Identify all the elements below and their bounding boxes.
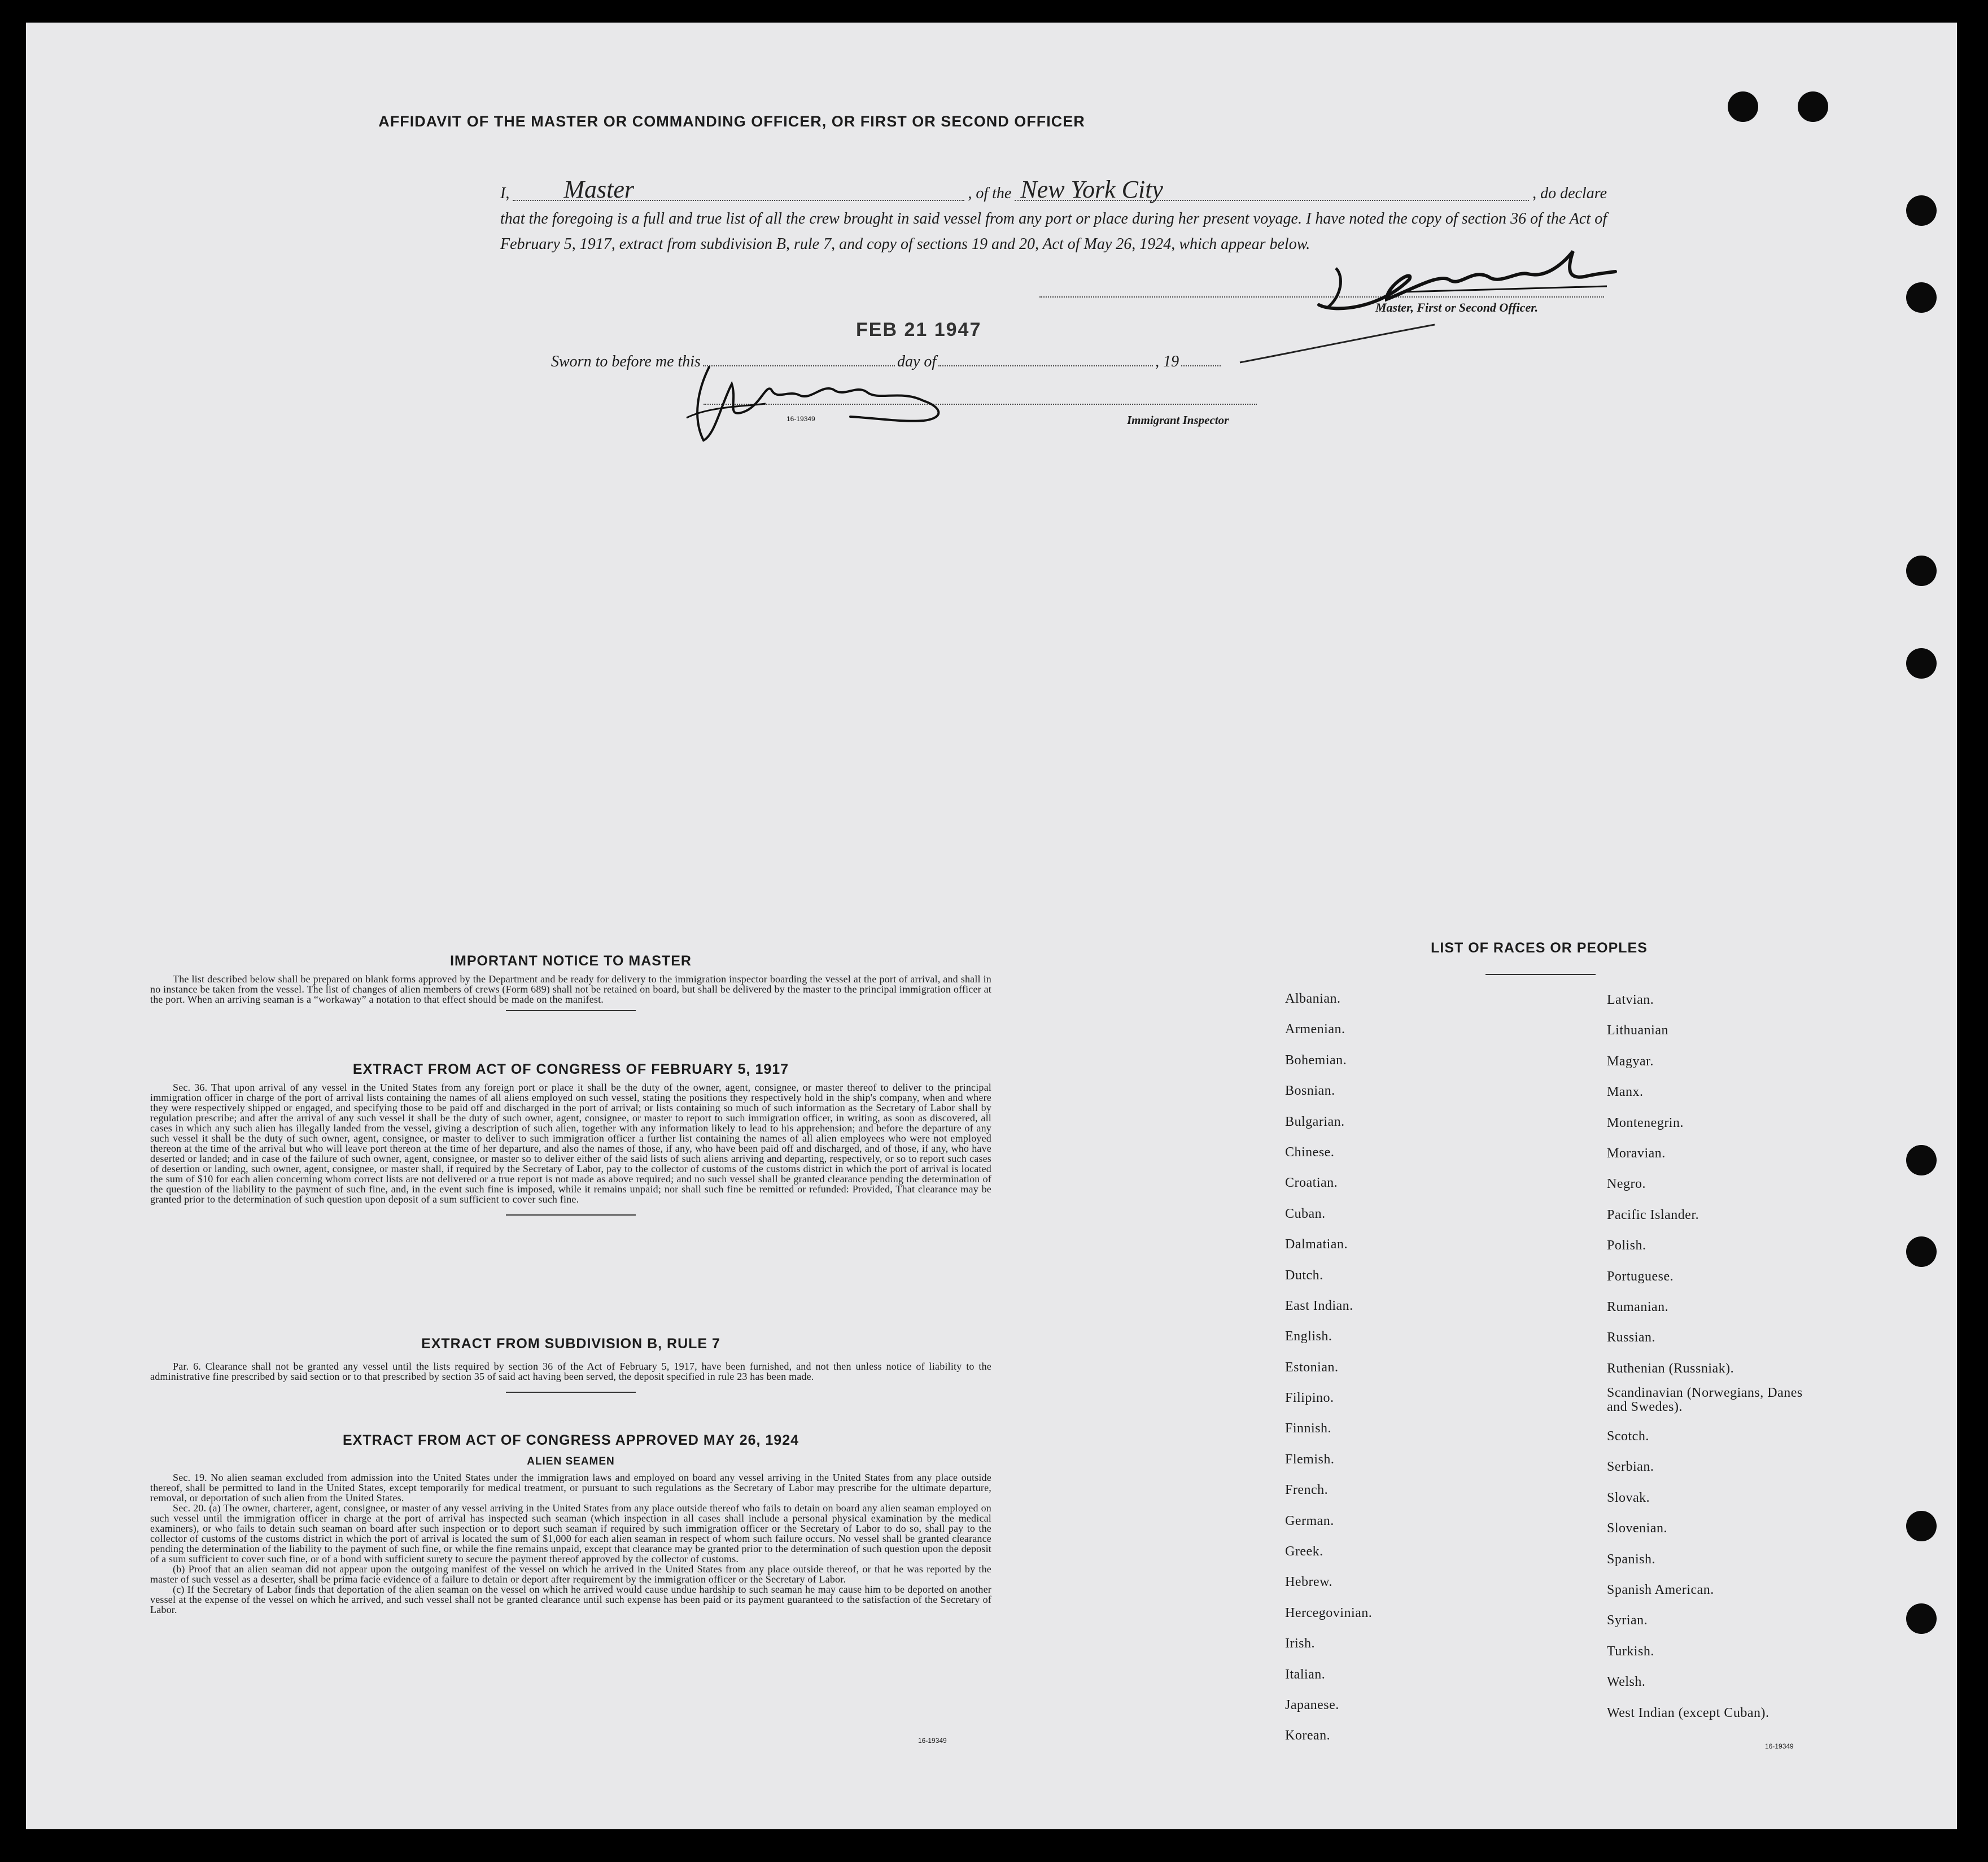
races-form-number: 16-19349 [1765, 1742, 1794, 1750]
punch-hole [1906, 1236, 1937, 1267]
race-item: Polish. [1607, 1238, 1646, 1253]
extract-rule7-text: Par. 6. Clearance shall not be granted any vessel until the lists required by section 36 of the Act of February 5, 1917, have been furnished, and not then unless notice of liability to the administrative fine prescribed by said section or to that prescribed by section 35 of said act having been served, the deposit specified in rule 23 has been made. [150, 1361, 991, 1382]
race-item: Slovak. [1607, 1490, 1650, 1505]
race-item: Spanish American. [1607, 1583, 1714, 1598]
race-item: English. [1285, 1329, 1332, 1344]
notice-to-master-section [150, 953, 991, 1024]
races-left-column [1285, 984, 1372, 1751]
vessel-name-field [1015, 176, 1529, 203]
race-item: Filipino. [1285, 1391, 1334, 1406]
extract-1924-title: EXTRACT FROM ACT OF CONGRESS APPROVED MAY 26, 1924 [342, 1432, 799, 1448]
race-item: Welsh. [1607, 1675, 1646, 1690]
punch-hole [1798, 91, 1828, 122]
notice-to-master-title: IMPORTANT NOTICE TO MASTER [450, 953, 692, 969]
document-page [26, 23, 1957, 1829]
extract-1917-text: Sec. 36. That upon arrival of any vessel in the United States from any foreign port or place it shall be the duty of the owner, agent, consignee, or master thereof to deliver to the principal immigration officer in charge of the port of arrival lists containing the names of all aliens employed on such vessel, stating the positions they respectively hold in the ship's company, when and where they were respectively shipped or engaged, and specifying those to be paid off and discharged in the port of arrival; or lists containing so much of such information as the Secretary of Labor shall by regulation prescribe; and after the arrival of any such vessel it shall be the duty of such owner, agent, consignee, or master to report to such immigration officer, in writing, as soon as discovered, all cases in which any such alien has illegally landed from the vessel, giving a description of such alien, together with any information likely to lead to his apprehension; and before the departure of any such vessel it shall be the duty of such owner, agent, consignee, or master to deliver to such immigration officer a further list containing the names of all alien employees who were not employed thereon at the time of the arrival but who will leave port thereon at the time of her departure, and also the names of those, if any, who have been paid off and discharged, and of those, if any, who have deserted or landed; and in case of the failure of such owner, agent, consignee, or master so to deliver either of the said lists of such aliens arriving and departing, respectively, or so to report such cases of desertion or landing, such owner, agent, consignee, or master shall, if required by the Secretary of Labor, pay to the collector of customs of the customs district in which the port of arrival is located the sum of $10 for each alien concerning whom correct lists are not delivered or a true report is not made as above required; and no such vessel shall be granted clearance pending the determination of the question of the liability to the payment of such fine, and, in the event such fine is imposed, while it remains unpaid; nor shall such fine be remitted or refunded: Provided, That clearance may be granted prior to the determination of such question upon deposit of a sum sufficient to cover such fine. [150, 1082, 991, 1205]
extract-1917-title: EXTRACT FROM ACT OF CONGRESS OF FEBRUARY 5, 1917 [352, 1061, 789, 1077]
extract-rule7-section [150, 1336, 991, 1405]
race-item: Serbian. [1607, 1459, 1654, 1475]
race-item: Dutch. [1285, 1267, 1323, 1283]
race-item: Hercegovinian. [1285, 1605, 1373, 1620]
sworn-month-field [938, 354, 1153, 366]
race-item: Negro. [1607, 1177, 1646, 1192]
race-item: Turkish. [1607, 1644, 1654, 1659]
races-right-column [1607, 985, 1810, 1728]
section-divider [506, 1214, 636, 1216]
sworn-year-stroke [1234, 322, 1438, 367]
inspector-label: Immigrant Inspector [1127, 413, 1229, 427]
race-item: German. [1285, 1513, 1334, 1528]
extract-rule7-title: EXTRACT FROM SUBDIVISION B, RULE 7 [421, 1336, 720, 1352]
race-item: Japanese. [1285, 1697, 1339, 1712]
race-item: West Indian (except Cuban). [1607, 1705, 1769, 1720]
section-divider [506, 1392, 636, 1393]
race-item: Hebrew. [1285, 1575, 1332, 1590]
punch-hole [1906, 1145, 1937, 1175]
sworn-prefix: Sworn to before me this [551, 353, 701, 370]
extract-1917-section [150, 1061, 991, 1228]
sworn-year-field [1181, 354, 1221, 366]
race-item: Bulgarian. [1285, 1114, 1345, 1129]
extract-1924-sec19: Sec. 19. No alien seaman excluded from admission into the United States under the immigration laws and employed on board any vessel arriving in the United States from any place outside thereof, shall be permitted to land in the United States, except temporarily for medical treatment, or pursuant to such regulations as the Secretary of Labor may prescribe for the ultimate departure, removal, or deportation of such alien from the United States. [150, 1472, 991, 1503]
race-item: Slovenian. [1607, 1521, 1667, 1536]
race-item: Magyar. [1607, 1054, 1654, 1069]
affidavit-declaration-line [500, 176, 1607, 206]
master-name-field [513, 176, 964, 203]
race-item: Bohemian. [1285, 1052, 1347, 1068]
sworn-day-label: day of [897, 353, 937, 370]
punch-hole [1906, 282, 1937, 313]
race-item: Portuguese. [1607, 1269, 1674, 1284]
extract-1924-section [150, 1432, 991, 1615]
race-item: Montenegrin. [1607, 1115, 1684, 1130]
vessel-name-handwriting: New York City [1020, 176, 1163, 203]
races-title-rule [1485, 974, 1596, 975]
race-item: Pacific Islander. [1607, 1207, 1699, 1222]
race-item: Croatian. [1285, 1175, 1338, 1191]
master-name-handwriting: Master [563, 176, 634, 203]
race-item: Ruthenian (Russniak). [1607, 1361, 1734, 1376]
race-item: Finnish. [1285, 1421, 1332, 1436]
race-item: Russian. [1607, 1330, 1656, 1345]
affidavit-i-label: I, [500, 185, 510, 202]
affidavit-title: AFFIDAVIT OF THE MASTER OR COMMANDING OFFICER, OR FIRST OR SECOND OFFICER [378, 113, 1085, 130]
race-item: Latvian. [1607, 993, 1654, 1007]
notice-to-master-text: The list described below shall be prepared on blank forms approved by the Department and be ready for delivery to the immigration inspector boarding the vessel at the port of arrival, and shall in no instance be taken from the vessel. The list of changes of alien members of crews (Form 689) shall not be retained on board, but shall be delivered by the master to the principal immigration officer at the port. When an arriving seaman is a “workaway” a notation to that effect should be made on the manifest. [150, 973, 991, 1005]
race-item: Armenian. [1285, 1022, 1345, 1037]
sworn-year-label: , 19 [1155, 353, 1179, 370]
punch-hole [1906, 195, 1937, 226]
race-item: Bosnian. [1285, 1083, 1335, 1099]
race-item: Dalmatian. [1285, 1237, 1348, 1252]
extract-1924-sec20a: Sec. 20. (a) The owner, charterer, agent, consignee, or master of any vessel arriving in the United States from any place outside thereof who fails to detain on board any alien seaman employed on such vessel until the immigration officer in charge at the port of arrival has inspected such seaman (which inspection in all cases shall include a personal physical examination by the medical examiners), or who fails to detain such seaman on board after such inspection or to deport such seaman if required by such immigration officer or the Secretary of Labor to do so, shall pay to the collector of customs of the customs district in which the port of arrival is located the sum of $1,000 for each alien seaman in respect of whom such failure occurs. No vessel shall be granted clearance pending the determination of the liability to the payment of such fine, or while the fine remains unpaid, except that clearance may be granted prior to the determination of such question upon the deposit of a sum sufficient to cover such fine, or of a bond with sufficient surety to secure the payment thereof approved by the collector of customs. [150, 1502, 991, 1564]
race-item: Estonian. [1285, 1360, 1339, 1375]
race-item: Moravian. [1607, 1146, 1666, 1161]
race-item: Italian. [1285, 1667, 1326, 1682]
race-item: French. [1285, 1483, 1329, 1498]
extract-1924-sec20c: (c) If the Secretary of Labor finds that deportation of the alien seaman on the vessel on which he arrived would cause undue hardship to such seaman he may cause him to be deported on another vessel at the expense of the vessel on which he arrived, and such vessel shall not be granted clearance until such expense has been paid or its payment guaranteed to the satisfaction of the Secretary of Labor. [150, 1584, 991, 1615]
extract-form-number: 16-19349 [918, 1737, 947, 1745]
master-signature-label: Master, First or Second Officer. [1375, 300, 1539, 314]
race-item: Rumanian. [1607, 1299, 1669, 1314]
races-list-title: LIST OF RACES OR PEOPLES [1431, 940, 1648, 956]
race-item: Scotch. [1607, 1429, 1649, 1444]
date-stamp: FEB 21 1947 [856, 319, 982, 340]
race-item: East Indian. [1285, 1298, 1353, 1313]
of-the-label: , of the [968, 185, 1012, 202]
race-item: Syrian. [1607, 1613, 1648, 1628]
race-item: Scandinavian (Norwegians, Danes and Swedes). [1607, 1385, 1803, 1415]
punch-hole [1906, 648, 1937, 679]
race-item: Korean. [1285, 1728, 1331, 1743]
race-item: Irish. [1285, 1636, 1315, 1651]
race-item: Greek. [1285, 1544, 1323, 1559]
inspector-signature [675, 350, 969, 463]
affidavit-form-number: 16-19349 [787, 415, 815, 423]
punch-hole [1906, 556, 1937, 586]
section-divider [506, 1010, 636, 1011]
do-declare-label: , do declare [1532, 185, 1607, 202]
race-item: Spanish. [1607, 1551, 1656, 1567]
race-item: Cuban. [1285, 1206, 1326, 1221]
punch-hole [1728, 91, 1758, 122]
race-item: Flemish. [1285, 1452, 1335, 1467]
extract-1924-subtitle: ALIEN SEAMEN [527, 1455, 615, 1467]
race-item: Chinese. [1285, 1144, 1335, 1160]
punch-hole [1906, 1511, 1937, 1541]
race-item: Albanian. [1285, 991, 1341, 1006]
race-item: Manx. [1607, 1085, 1644, 1100]
affidavit-body: that the foregoing is a full and true list of all the crew brought in said vessel from any port or place during her present voyage. I have noted the copy of section 36 of the Act of February 5, 1917, extract from subdivision B, rule 7, and copy of sections 19 and 20, Act of May 26, 1924, which appear below. [500, 210, 1607, 253]
race-item: Lithuanian [1607, 1023, 1668, 1038]
extract-1924-sec20b: (b) Proof that an alien seaman did not appear upon the outgoing manifest of the vessel on which he arrived in the United States from any place outside thereof, or that he was reported by the master of such vessel as a deserter, shall be prima facie evidence of a failure to detain or deport after requirement by the immigration officer or the Secretary of Labor. [150, 1563, 991, 1585]
punch-hole [1906, 1603, 1937, 1634]
